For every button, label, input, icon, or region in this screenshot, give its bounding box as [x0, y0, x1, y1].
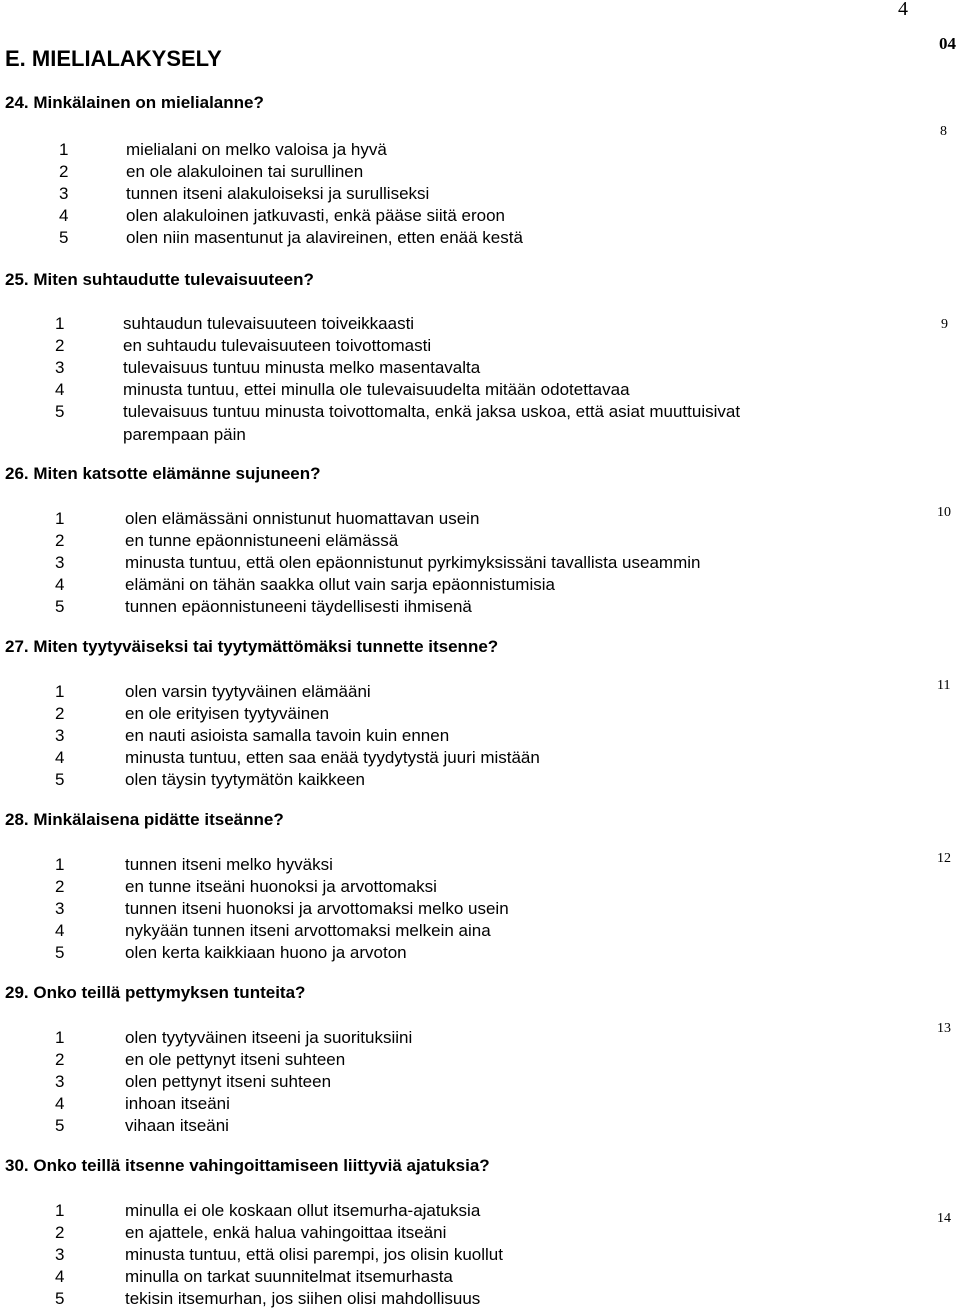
question-title: 24. Minkälainen on mielialanne? — [5, 93, 264, 112]
option-text-continued: parempaan päin — [123, 425, 246, 444]
answer-option[interactable] — [55, 335, 920, 356]
option-number: 3 — [55, 726, 65, 745]
answer-option[interactable] — [55, 596, 920, 617]
answer-option[interactable] — [55, 1266, 920, 1287]
option-number: 3 — [55, 553, 65, 572]
page-number: 4 — [898, 0, 908, 20]
option-text: en ole erityisen tyytyväinen — [125, 704, 330, 723]
question-title: 25. Miten suhtaudutte tulevaisuuteen? — [5, 270, 314, 289]
option-number: 1 — [55, 855, 65, 874]
answer-option[interactable] — [55, 530, 920, 551]
option-number: 5 — [55, 1289, 65, 1308]
option-number: 3 — [55, 1072, 65, 1091]
question-code: 10 — [937, 505, 951, 520]
option-number: 5 — [55, 943, 65, 962]
option-text: en ajattele, enkä halua vahingoittaa itseäni — [125, 1223, 447, 1242]
option-text: minusta tuntuu, etten saa enää tyydytystä juuri mistään — [125, 748, 540, 767]
answer-option[interactable] — [55, 313, 920, 334]
question-title: 28. Minkälaisena pidätte itseänne? — [5, 810, 284, 829]
option-text: en nauti asioista samalla tavoin kuin ennen — [125, 726, 450, 745]
option-text: olen elämässäni onnistunut huomattavan usein — [125, 509, 480, 528]
answer-option[interactable] — [55, 508, 920, 529]
option-number: 2 — [55, 336, 65, 355]
option-number: 4 — [55, 748, 65, 767]
option-text: elämäni on tähän saakka ollut vain sarja epäonnistumisia — [125, 575, 555, 594]
answer-option[interactable] — [55, 1027, 920, 1048]
option-number: 2 — [55, 1223, 65, 1242]
answer-option[interactable] — [59, 161, 920, 182]
answer-option[interactable] — [59, 183, 920, 204]
option-text: olen varsin tyytyväinen elämääni — [125, 682, 371, 701]
form-code: 04 — [939, 34, 956, 53]
option-number: 2 — [59, 162, 69, 181]
option-number: 4 — [55, 921, 65, 940]
option-text: en ole alakuloinen tai surullinen — [126, 162, 364, 181]
answer-option[interactable] — [55, 401, 920, 445]
section-title: E. MIELIALAKYSELY — [5, 46, 222, 71]
answer-option[interactable] — [55, 725, 920, 746]
answer-option[interactable] — [55, 552, 920, 573]
option-number: 2 — [55, 877, 65, 896]
option-text: olen kerta kaikkiaan huono ja arvoton — [125, 943, 407, 962]
option-number: 4 — [55, 1267, 65, 1286]
answer-option[interactable] — [55, 942, 920, 963]
option-text: nykyään tunnen itseni arvottomaksi melkein aina — [125, 921, 491, 940]
answer-option[interactable] — [55, 357, 920, 378]
option-number: 5 — [55, 1116, 65, 1135]
option-text: vihaan itseäni — [125, 1116, 229, 1135]
option-number: 3 — [55, 899, 65, 918]
answer-option[interactable] — [55, 1093, 920, 1114]
option-text: minulla on tarkat suunnitelmat itsemurhasta — [125, 1267, 453, 1286]
option-text: en ole pettynyt itseni suhteen — [125, 1050, 346, 1069]
answer-option[interactable] — [55, 769, 920, 790]
option-text: olen alakuloinen jatkuvasti, enkä pääse siitä eroon — [126, 206, 505, 225]
option-number: 3 — [55, 358, 65, 377]
answer-option[interactable] — [55, 876, 920, 897]
option-text: olen niin masentunut ja alavireinen, etten enää kestä — [126, 228, 523, 247]
option-number: 2 — [55, 1050, 65, 1069]
option-text: en suhtaudu tulevaisuuteen toivottomasti — [123, 336, 432, 355]
option-number: 5 — [59, 228, 69, 247]
option-text: minusta tuntuu, että olisi parempi, jos olisin kuollut — [125, 1245, 503, 1264]
question-code: 8 — [940, 124, 947, 139]
answer-option[interactable] — [55, 920, 920, 941]
option-text: tekisin itsemurhan, jos siihen olisi mahdollisuus — [125, 1289, 481, 1308]
question-code: 13 — [937, 1021, 951, 1036]
answer-option[interactable] — [55, 1244, 920, 1265]
option-number: 3 — [55, 1245, 65, 1264]
answer-option[interactable] — [55, 1115, 920, 1136]
option-text: olen tyytyväinen itseeni ja suorituksiini — [125, 1028, 413, 1047]
question-title: 29. Onko teillä pettymyksen tunteita? — [5, 983, 306, 1002]
option-text: minusta tuntuu, ettei minulla ole tulevaisuudelta mitään odotettavaa — [123, 380, 630, 399]
option-text: en tunne itseäni huonoksi ja arvottomaksi — [125, 877, 437, 896]
option-number: 5 — [55, 597, 65, 616]
option-number: 4 — [55, 380, 65, 399]
option-text: minusta tuntuu, että olen epäonnistunut pyrkimyksissäni tavallista useammin — [125, 553, 701, 572]
option-number: 1 — [55, 314, 65, 333]
option-number: 4 — [55, 575, 65, 594]
answer-option[interactable] — [55, 747, 920, 768]
question-title: 27. Miten tyytyväiseksi tai tyytymättömäksi tunnette itsenne? — [5, 637, 499, 656]
option-text: inhoan itseäni — [125, 1094, 230, 1113]
answer-option[interactable] — [59, 139, 920, 160]
question-title: 26. Miten katsotte elämänne sujuneen? — [5, 464, 321, 483]
option-text: en tunne epäonnistuneeni elämässä — [125, 531, 399, 550]
option-text: olen täysin tyytymätön kaikkeen — [125, 770, 366, 789]
option-text: tunnen itseni huonoksi ja arvottomaksi melko usein — [125, 899, 509, 918]
option-number: 4 — [55, 1094, 65, 1113]
question-code: 11 — [937, 678, 951, 693]
option-text: suhtaudun tulevaisuuteen toiveikkaasti — [123, 314, 415, 333]
answer-option[interactable] — [55, 1071, 920, 1092]
answer-option[interactable] — [55, 1288, 920, 1309]
option-number: 3 — [59, 184, 69, 203]
option-number: 1 — [55, 509, 65, 528]
question-code: 12 — [937, 851, 951, 866]
option-text: olen pettynyt itseni suhteen — [125, 1072, 332, 1091]
question-code: 14 — [937, 1211, 951, 1226]
option-text: tunnen itseni alakuloiseksi ja surulliseksi — [126, 184, 430, 203]
question-title: 30. Onko teillä itsenne vahingoittamiseen liittyviä ajatuksia? — [5, 1156, 490, 1175]
option-number: 4 — [59, 206, 69, 225]
answer-option[interactable] — [55, 1049, 920, 1070]
option-text: minulla ei ole koskaan ollut itsemurha-ajatuksia — [125, 1201, 481, 1220]
answer-option[interactable] — [55, 1200, 920, 1221]
option-number: 1 — [55, 1028, 65, 1047]
answer-option[interactable] — [55, 854, 920, 875]
answer-option[interactable] — [59, 205, 920, 226]
option-text: mielialani on melko valoisa ja hyvä — [126, 140, 387, 159]
option-number: 1 — [55, 1201, 65, 1220]
option-number: 1 — [55, 682, 65, 701]
answer-option[interactable] — [55, 898, 920, 919]
answer-option[interactable] — [55, 379, 920, 400]
answer-option[interactable] — [55, 574, 920, 595]
option-text: tunnen epäonnistuneeni täydellisesti ihmisenä — [125, 597, 472, 616]
answer-option[interactable] — [55, 681, 920, 702]
option-text: tulevaisuus tuntuu minusta toivottomalta, enkä jaksa uskoa, että asiat muuttuisivat — [123, 402, 741, 421]
option-number: 2 — [55, 704, 65, 723]
option-number: 2 — [55, 531, 65, 550]
option-text: tulevaisuus tuntuu minusta melko masentavalta — [123, 358, 481, 377]
answer-option[interactable] — [55, 703, 920, 724]
option-number: 5 — [55, 770, 65, 789]
answer-option[interactable] — [55, 1222, 920, 1243]
option-number: 1 — [59, 140, 69, 159]
option-text: tunnen itseni melko hyväksi — [125, 855, 333, 874]
question-code: 9 — [941, 317, 948, 332]
answer-option[interactable] — [59, 227, 920, 248]
option-number: 5 — [55, 402, 65, 421]
